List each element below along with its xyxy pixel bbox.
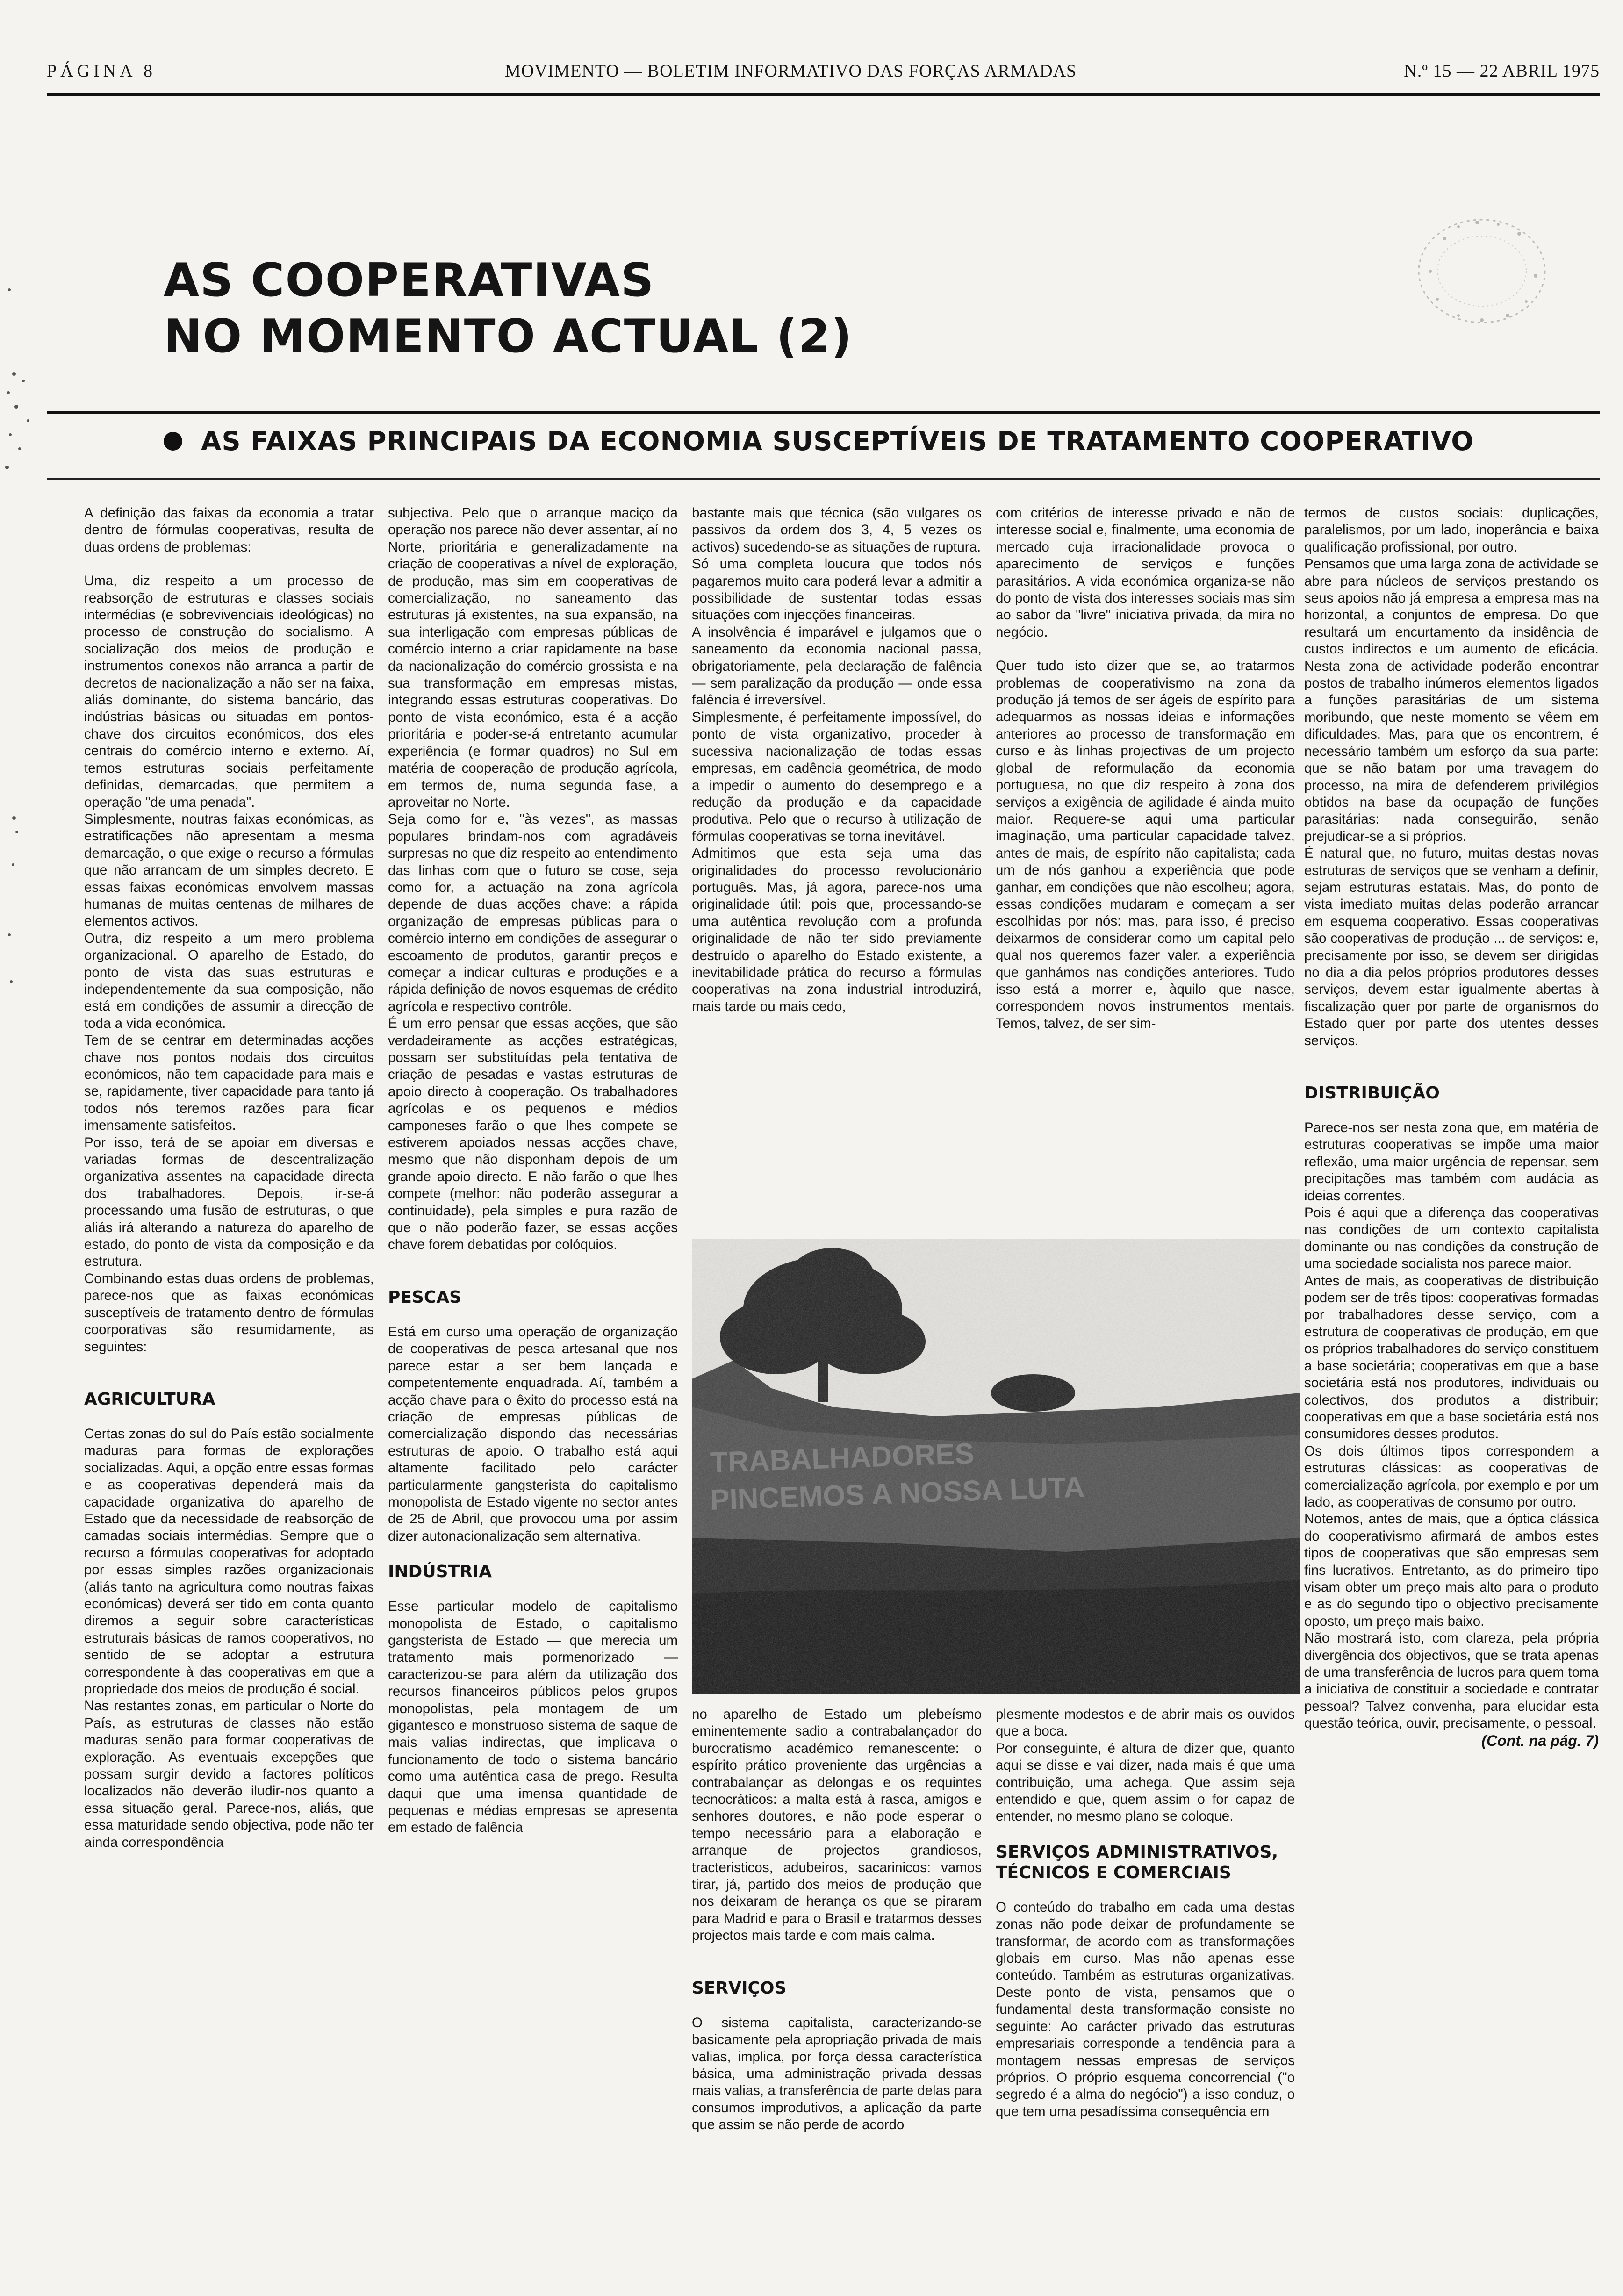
paragraph: Antes de mais, as cooperativas de distribuição podem ser de três tipos: cooperativas formadas por trabalhadores desse serviço, com a estrutura de cooperativas de produção, em que os próprios trabalhadores do serviço constituem a base societária; cooperativas em que a base societária está nos produtores, individuais ou colectivos, dos produtos a distribuir; cooperativas em que a base societária está nos consumidores desses produtos. — [1304, 1273, 1599, 1442]
issue-date: N.º 15 — 22 ABRIL 1975 — [1404, 61, 1600, 81]
column-1 — [84, 505, 374, 1851]
section-heading-agricultura: AGRICULTURA — [84, 1389, 215, 1409]
publication-name: MOVIMENTO — BOLETIM INFORMATIVO DAS FORÇAS ARMADAS — [505, 61, 1077, 81]
wall-inscription-line-1: TRABALHADORES — [710, 1437, 975, 1479]
paragraph: Seja como for e, "às vezes", as massas populares brindam-nos com agradáveis surpresas no que diz respeito ao entendimento das linhas com que o futuro se cose, seja como for, a actuação na zona agrícola depende de duas acções chave: a rápida organização de empresas públicas para o comércio interno em condições de assegurar o escoamento de produtos, garantir preços e começar a indicar culturas e produções e a rápida definição de novos esquemas de crédito agrícola e respectivo contrôle. — [388, 811, 678, 1014]
paragraph: termos de custos sociais: duplicações, paralelismos, por um lado, inoperância e baixa qualificação profissional, por outro. — [1304, 505, 1599, 555]
article-title — [164, 252, 853, 365]
section-heading-industria: INDÚSTRIA — [388, 1562, 492, 1582]
paragraph: Simplesmente, noutras faixas económicas, as estratificações não apresentam a mesma demarcação, o que exige o recurso a fórmulas que não arrancam de um simples decreto. E essas faixas económicas envolvem massas humanas de muitas centenas de milhares de elementos activos. — [84, 811, 374, 929]
column-3 — [692, 505, 982, 1015]
paragraph: O sistema capitalista, caracterizando-se basicamente pela apropriação privada de mais valias, implica, por força dessa característica básica, uma administração privada dessas mais valias, a transferência de parte delas para consumos improdutivos, a aplicação da parte que assim se não perde de acordo — [692, 2015, 982, 2133]
continued-link[interactable]: (Cont. na pág. 7) — [1481, 1732, 1599, 1749]
column-4-lower — [996, 1706, 1295, 2120]
paragraph: É um erro pensar que essas acções, que são verdadeiramente as acções estratégicas, possam ser substituídas pela tentativa de criação de pesadas e vastas estruturas de apoio directo à cooperação. Os trabalhadores agrícolas e os pequenos e médios camponeses farão o que lhes compete se estiverem apoiados nessas acções chave, mesmo que não disponham depois de um grande apoio directo. E não farão o que lhes compete (melhor: não poderão assegurar a continuidade), pela simples e pura razão de que o não poderão fazer, se essas acções chave forem debatidas por colóquios. — [388, 1016, 678, 1253]
section-heading-distribuicao: DISTRIBUIÇÃO — [1304, 1083, 1440, 1103]
paragraph: no aparelho de Estado um plebeísmo eminentemente sadio a contrabalançador do burocratismo académico remanescente: o espírito prático proveniente das urgências a contrabalançar as delongas e os requintes tecnocráticos: a malta está à rasca, amigos e senhores doutores, e não pode esperar o tempo necessário para a elaboração e arranque de projectos grandiosos, tracteristicos, adubeiros, sacarinicos: vamos tirar, já, partido dos meios de produção que nos deixaram de herança os que se piraram para Madrid e para o Brasil e tratarmos desses projectos mais tarde e com mais calma. — [692, 1707, 982, 1944]
margin-specks — [0, 280, 37, 1776]
paragraph: Por conseguinte, é altura de dizer que, quanto aqui se disse e vai dizer, nada mais é que uma contribuição, uma achega. Que assim seja entendido e que, quem assim o for capaz de entender, no mesmo plano se coloque. — [996, 1740, 1295, 1824]
page-label: PÁGINA 8 — [47, 61, 156, 81]
section-heading-servicos-administrativos: SERVIÇOS ADMINISTRATIVOS, TÉCNICOS E COMERCIAIS — [996, 1842, 1278, 1882]
paragraph: Simplesmente, é perfeitamente impossível, do ponto de vista organizativo, proceder à sucessiva nacionalização de todas essas empresas, em cadência geométrica, de modo a impedir o aumento do desemprego e a redução da produção e da capacidade produtiva. Pelo que o recurso à utilização de fórmulas cooperativas se torna inevitável. — [692, 709, 982, 844]
column-3-lower — [692, 1706, 982, 2134]
running-head — [47, 61, 1600, 93]
paragraph: Outra, diz respeito a um mero problema organizacional. O aparelho de Estado, do ponto de vista das suas estruturas e independentemente da sua composição, não está em condições de assumir a direcção de toda a vida económica. — [84, 930, 374, 1031]
header-rule — [47, 93, 1600, 96]
paragraph: A definição das faixas da economia a tratar dentro de fórmulas cooperativas, resulta de duas ordens de problemas: — [84, 505, 374, 555]
column-4 — [996, 505, 1295, 1032]
paragraph: Pensamos que uma larga zona de actividade se abre para núcleos de serviços prestando os seus apoios não já empresa a empresa mas na horizontal, a conjuntos de empresa. Do que resultará um encurtamento da insidência de custos indirectos e um aumento de eficácia. Nesta zona de actividade poderão encontrar postos de trabalho inúmeros elementos ligados a funções parasitárias de um sistema moribundo, que neste momento se vêem em dificuldades. Mas, para que os encontrem, é necessário também um esforço da sua parte: que se não batam por uma travagem do processo, na mira de defenderem privilégios obtidos na base da ocupação de funções parasitárias: nada conseguirão, senão prejudicar-se a si próprios. — [1304, 556, 1599, 844]
library-stamp-icon — [1402, 206, 1561, 337]
paragraph: bastante mais que técnica (são vulgares os passivos da ordem dos 3, 4, 5 vezes os activos) sucedendo-se as situações de ruptura. — [692, 505, 982, 555]
subtitle-rule — [47, 478, 1600, 480]
paragraph: É natural que, no futuro, muitas destas novas estruturas de serviços que se venham a definir, sejam estruturas estatais. Mas, do ponto de vista imediato muitas delas poderão arrancar em esquema cooperativo. Essas cooperativas são cooperativas de produção ... de serviços: e, precisamente por isso, se devem ser dirigidas no dia a dia pelos próprios produtores desses serviços, devem estar igualmente abertas à fiscalização quer por parte de organismos do Estado quer por parte dos utentes desses serviços. — [1304, 846, 1599, 1048]
paragraph: Só uma completa loucura que todos nós pagaremos muito cara poderá levar a admitir a possibilidade de sustentar todas essas situações com injecções financeiras. — [692, 556, 982, 623]
column-2 — [388, 505, 678, 1837]
column-5 — [1304, 505, 1599, 1749]
paragraph: A insolvência é imparável e julgamos que o saneamento da economia nacional passa, obrigatoriamente, pela declaração de falência — sem paralização da produção — onde essa falência é irreversível. — [692, 624, 982, 708]
paragraph: Pois é aqui que a diferença das cooperativas nas condições de um contexto capitalista dominante ou nas condições da construção de uma sociedade socialista nos parece maior. — [1304, 1205, 1599, 1272]
paragraph: com critérios de interesse privado e não de interesse social e, finalmente, uma economia de mercado cuja irracionalidade provoca o aparecimento de serviços e funções parasitários. A vida económica organiza-se não do ponto de vista dos interesses sociais mas sim ao sabor da "livre" iniciativa privada, da mira no negócio. — [996, 505, 1295, 640]
paragraph: Quer tudo isto dizer que se, ao tratarmos problemas de cooperativismo na zona da produção já temos de ser ágeis de espírito para adequarmos as nossas ideias e informações anteriores ao processo de transformação em curso e às linhas projectivas de um projecto global de reformulação da economia portuguesa, no que diz respeito à zona dos serviços a exigência de agilidade é ainda muito maior. Requere-se aqui uma particular imaginação, uma particular capacidade talvez, antes de mais, de espírito não capitalista; cada um de nós ganhou a experiência que pode ganhar, em condições que não escolheu; agora, essas condições mudaram e começam a ser escolhidas por nós: mas, para isso, é preciso deixarmos de considerar como um capital pelo qual nos queremos fazer valer, a experiência que ganhámos nas condições anteriores. Tudo isso está a morrer e, àquilo que nasce, correspondem novos instrumentos mentais. Temos, talvez, de ser sim- — [996, 658, 1295, 1031]
paragraph: Nas restantes zonas, em particular o Norte do País, as estruturas de classes não estão maduras senão para formar cooperativas de exploração. As eventuais excepções que possam surgir devido a factores políticos localizados não deverão iludir-nos quanto a essa situação geral. Parece-nos, aliás, que essa maturidade sendo objectiva, pode não ter ainda correspondência — [84, 1698, 374, 1850]
paragraph: Combinando estas duas ordens de problemas, parece-nos que as faixas económicas susceptíveis de tratamento dentro de fórmulas coorporativas são resumidamente, as seguintes: — [84, 1270, 374, 1355]
section-heading-pescas: PESCAS — [388, 1287, 462, 1307]
paragraph: Admitimos que esta seja uma das originalidades do processo revolucionário português. Mas, já agora, parece-nos uma originalidade útil: pois que, processando-se uma autêntica revolução com a profunda originalidade de não ter sido previamente destruído o aparelho do Estado existente, a inevitabilidade prática do recurso a fórmulas cooperativas na zona industrial introduzirá, mais tarde ou mais cedo, — [692, 846, 982, 1014]
article-subtitle — [164, 423, 1600, 460]
paragraph: Os dois últimos tipos correspondem a estruturas clássicas: as cooperativas de comercialização agrícola, por exemplo e por um lado, as cooperativas de consumo por outro. — [1304, 1443, 1599, 1510]
subtitle-text: AS FAIXAS PRINCIPAIS DA ECONOMIA SUSCEPTÍVEIS DE TRATAMENTO COOPERATIVO — [201, 426, 1474, 457]
paragraph: subjectiva. Pelo que o arranque maciço da operação nos parece não dever assentar, aí no Norte, prioritária e generalizadamente na criação de cooperativas a nível de exploração, de produção, mas sim em cooperativas de comercialização, no saneamento das estruturas já existentes, na sua expansão, na sua interligação com empresas públicas de comércio interno a criar rapidamente na base da nacionalização do comércio grossista e na sua transformação em empresas mistas, integrando essas estruturas cooperativas. Do ponto de vista económico, esta é a acção prioritária e poder-se-á entretanto acumular experiência (e formar quadros) no Sul em matéria de cooperação de produção agrícola, em termos de, numa segunda fase, a aproveitar no Norte. — [388, 505, 678, 810]
paragraph: Certas zonas do sul do País estão socialmente maduras para formas de explorações socializadas. Aqui, a opção entre essas formas e as cooperativas dependerá mais da capacidade organizativa do aparelho de Estado que da necessidade de reabsorção de camadas sociais intermédias. Sempre que o recurso a fórmulas cooperativas for adoptado por essas simples razões organizacionais (aliás tanto na agricultura como noutras faixas económicas) deverá ser tido em conta quanto diremos a seguir sobre características estruturais básicas de ramos cooperativos, no sentido de se adoptar a estrutura correspondente à das cooperativas em que a propriedade dos meios de produção é social. — [84, 1426, 374, 1697]
paragraph: Está em curso uma operação de organização de cooperativas de pesca artesanal que nos parece estar a ser bem lançada e competentemente enquadrada. Aí, também a acção chave para o êxito do processo está na criação de empresas públicas de comercialização dispondo das necessárias estruturas de apoio. O trabalho está aqui altamente facilitado pelo carácter particularmente gangsterista do capitalismo monopolista de Estado vigente no sector antes de 25 de Abril, que provocou uma por assim dizer autonacionalização sem alternativa. — [388, 1324, 678, 1544]
paragraph: Parece-nos ser nesta zona que, em matéria de estruturas cooperativas se impõe uma maior reflexão, uma maior urgência de repensar, sem precipitações mas também com audácia as ideias correntes. — [1304, 1120, 1599, 1204]
photograph — [692, 1239, 1300, 1694]
wall-inscription-line-2: PINCEMOS A NOSSA LUTA — [710, 1471, 1085, 1516]
paragraph: Não mostrará isto, com clareza, pela própria divergência dos objectivos, que se trata apenas de uma transferência de lucros para quem toma a iniciativa de constituir a sociedade e contratar pessoal? Talvez convenha, para elucidar esta questão teórica, ouvir, precisamente, o pessoal. — [1304, 1630, 1599, 1731]
photo-wall-tree-image — [692, 1239, 1300, 1694]
paragraph: Uma, diz respeito a um processo de reabsorção de estruturas e classes sociais intermédias (e sobrevivenciais ideológicas) no processo de construção do socialismo. A socialização dos meios de produção e instrumentos conexos não arranca a partir de decretos de nacionalização a não ser na faixa, aliás dominante, do sistema bancário, das indústrias básicas ou situadas em pontos-chave dos circuitos económicos, dos eles centrais do comércio interno e externo. Aí, temos estruturas sociais perfeitamente definidas, demarcadas, que permitem a operação "de uma penada". — [84, 573, 374, 810]
paragraph: Notemos, antes de mais, que a óptica clássica do cooperativismo afirmará de ambos estes tipos de cooperativas que são empresas sem fins lucrativos. Entretanto, as do primeiro tipo visam obter um preço mais alto para o produto e as do segundo tipo o objectivo precisamente oposto, um preço mais baixo. — [1304, 1511, 1599, 1629]
paragraph: O conteúdo do trabalho em cada uma destas zonas não pode deixar de profundamente se transformar, de acordo com as transformações globais em curso. Mas não apenas esse conteúdo. Também as estruturas organizativas. Deste ponto de vista, pensamos que o fundamental desta transformação consiste no seguinte: Ao carácter privado das estruturas empresariais corresponde a tendência para a montagem nessas empresas de serviços próprios. O próprio esquema concorrencial ("o segredo é a alma do negócio") a isso conduz, o que tem uma pesadíssima consequência em — [996, 1899, 1295, 2119]
paragraph: Tem de se centrar em determinadas acções chave nos pontos nodais dos circuitos económicos, não tem capacidade para mais e se, rapidamente, tiver capacidade para tanto já todos nós teremos razões para ficar imensamente satisfeitos. — [84, 1033, 374, 1134]
title-line-1: AS COOPERATIVAS — [164, 254, 655, 307]
bullet-icon — [164, 432, 182, 451]
title-rule — [47, 411, 1600, 414]
section-heading-servicos: SERVIÇOS — [692, 1978, 787, 1998]
paragraph: Por isso, terá de se apoiar em diversas e variadas formas de descentralização organizativa assentes na capacidade directa dos trabalhadores. Depois, ir-se-á processando uma fusão de estruturas, o que aliás irá alterando a natureza do aparelho de estado, do ponto de vista da composição e da estrutura. — [84, 1134, 374, 1270]
paragraph: Esse particular modelo de capitalismo monopolista de Estado, o capitalismo gangsterista de Estado — que merecia um tratamento mais pormenorizado — caracterizou-se para além da utilização dos recursos financeiros públicos pelos grupos monopolistas, pela montagem de um gigantesco e monstruoso sistema de saque de mais valias indirectas, que implicava o funcionamento de todo o sistema bancário como uma autêntica casa de prego. Resulta daqui que uma imensa quantidade de pequenas e médias empresas se apresenta em estado de falência — [388, 1599, 678, 1836]
paragraph: plesmente modestos e de abrir mais os ouvidos que a boca. — [996, 1707, 1295, 1739]
title-line-2: NO MOMENTO ACTUAL (2) — [164, 310, 853, 363]
